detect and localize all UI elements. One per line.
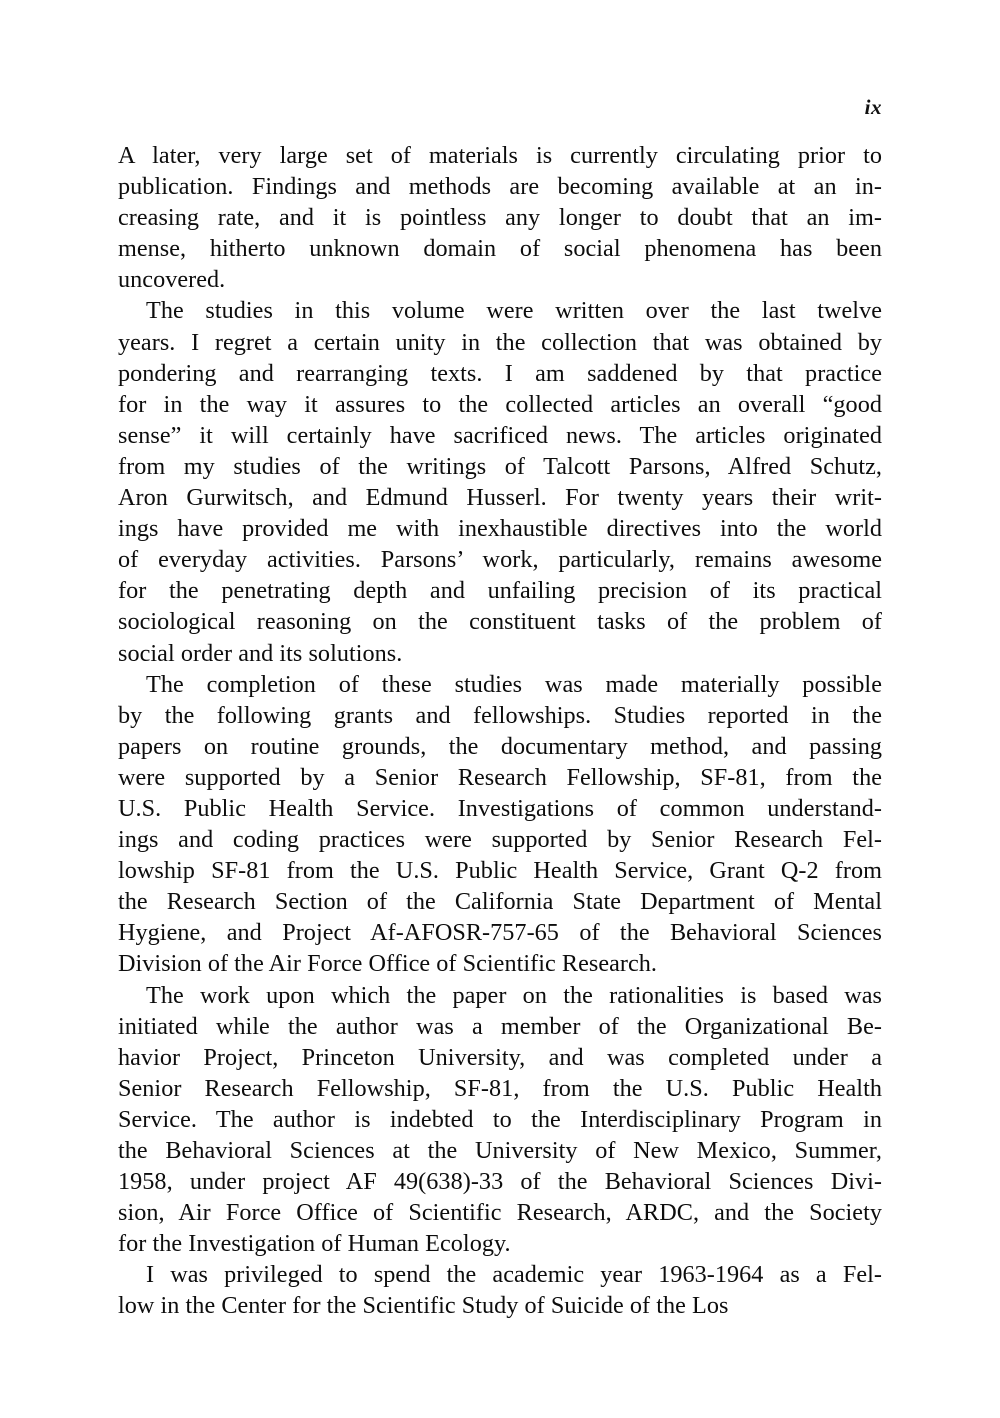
text-line: I was privileged to spend the academic year 1963-1964 as a Fel- [146, 1261, 882, 1289]
text-line: for the Investigation of Human Ecology. [118, 1230, 511, 1258]
text-line: Hygiene, and Project Af-AFOSR-757-65 of the Behavioral Sciences [118, 919, 882, 947]
text-line: A later, very large set of materials is currently circulating prior to [118, 142, 882, 169]
text-line: lowship SF-81 from the U.S. Public Health Service, Grant Q-2 from [118, 857, 882, 885]
text-line: sion, Air Force Office of Scientific Research, ARDC, and the Society [118, 1199, 882, 1227]
text-line: Service. The author is indebted to the Interdisciplinary Program in [118, 1105, 882, 1133]
text-line: the Behavioral Sciences at the University of New Mexico, Summer, [118, 1137, 882, 1164]
text-line: for the penetrating depth and unfailing precision of its practical [118, 577, 882, 605]
text-line: were supported by a Senior Research Fellowship, SF-81, from the [118, 763, 882, 791]
text-line: the Research Section of the California State Department of Mental [118, 888, 882, 916]
text-line: years. I regret a certain unity in the collection that was obtained by [118, 328, 882, 356]
text-line: from my studies of the writings of Talcott Parsons, Alfred Schutz, [118, 452, 882, 480]
page-number: ix [864, 95, 882, 119]
text-line: for in the way it assures to the collected articles an overall “good [118, 390, 882, 418]
text-line: The completion of these studies was made materially possible [146, 670, 882, 698]
text-line: sociological reasoning on the constituent tasks of the problem of [118, 608, 882, 636]
paragraph [118, 980, 882, 1260]
text-line: by the following grants and fellowships. Studies reported in the [118, 701, 882, 729]
text-line: ings have provided me with inexhaustible directives into the world [118, 515, 882, 543]
text-line: Division of the Air Force Office of Scientific Research. [118, 950, 658, 978]
text-line: havior Project, Princeton University, and was completed under a [118, 1043, 882, 1071]
text-line: mense, hitherto unknown domain of social phenomena has been [118, 235, 882, 263]
text-line: uncovered. [118, 266, 226, 294]
text-line: U.S. Public Health Service. Investigations of common understand- [118, 794, 882, 822]
text-line: papers on routine grounds, the documentary method, and passing [118, 732, 882, 760]
text-line: Aron Gurwitsch, and Edmund Husserl. For twenty years their writ- [118, 484, 882, 512]
paragraph [118, 1259, 882, 1321]
text-line: low in the Center for the Scientific Study of Suicide of the Los [118, 1292, 729, 1320]
text-line: The work upon which the paper on the rationalities is based was [146, 981, 882, 1009]
text-line: 1958, under project AF 49(638)-33 of the Behavioral Sciences Divi- [118, 1168, 882, 1196]
text-line: social order and its solutions. [118, 639, 403, 667]
text-line: of everyday activities. Parsons’ work, particularly, remains awesome [118, 546, 882, 574]
body-text-block [118, 140, 882, 1322]
paragraph [118, 140, 882, 295]
text-line: sense” it will certainly have sacrificed news. The articles originated [118, 421, 882, 449]
text-line: initiated while the author was a member of the Organizational Be- [118, 1012, 882, 1040]
paragraph [118, 669, 882, 980]
text-line: Senior Research Fellowship, SF-81, from the U.S. Public Health [118, 1074, 882, 1102]
text-line: creasing rate, and it is pointless any longer to doubt that an im- [118, 204, 882, 232]
text-line: pondering and rearranging texts. I am saddened by that practice [118, 359, 882, 387]
text-line: ings and coding practices were supported by Senior Research Fel- [118, 826, 882, 854]
paragraph [118, 295, 882, 668]
text-line: The studies in this volume were written over the last twelve [146, 297, 882, 325]
text-line: publication. Findings and methods are becoming available at an in- [118, 173, 882, 201]
